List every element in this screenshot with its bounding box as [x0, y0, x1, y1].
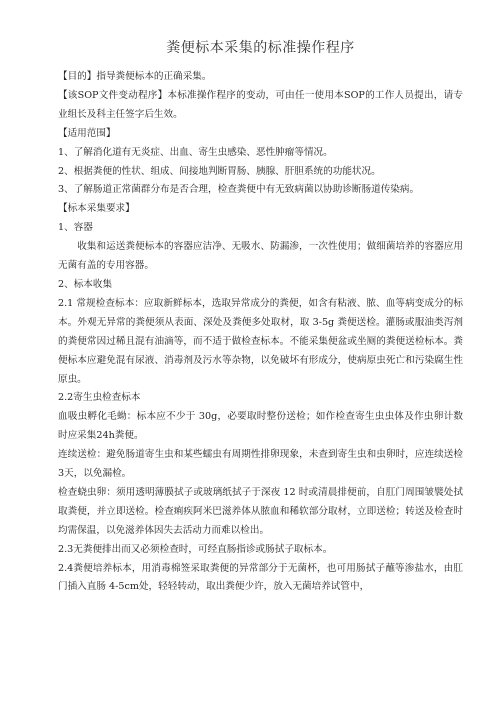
subsection-collection: 2、标本收集	[58, 278, 113, 290]
section-sop-change: 【该SOP文件变动程序】本标准操作程序的变动，可由任一使用本SOP的工作人员提出，请专业组长及科主任签字后生效。	[58, 89, 463, 120]
container-text: 收集和运送粪便标本的容器应洁净、无吸水、防漏渗，一次性使用；做细菌培养的容器应用无菌有盖的专用容器。	[58, 241, 463, 272]
consecutive-text: 连续送检：避免肠道寄生虫和某些蠕虫有周期性排卵现象，未查到寄生虫和虫卵时，应连续送检3天，以免漏检。	[58, 449, 463, 480]
culture-text: 2.4粪便培养标本，用消毒棉签采取粪便的异常部分于无菌杯，也可用肠拭子蘸等渗盐水，由肛门插入直肠 4-5cm处，轻轻转动，取出粪便少许，放入无菌培养试管中，	[58, 562, 463, 593]
section-purpose: 【目的】指导粪便标本的正确采集。	[58, 71, 212, 82]
scope-item-1: 1、了解消化道有无炎症、出血、寄生虫感染、恶性肿瘤等情况。	[58, 146, 333, 158]
scope-item-2: 2、根据粪便的性状、组成、间接地判断胃肠、胰腺、肝胆系统的功能状况。	[58, 165, 381, 177]
document-title: 粪便标本采集的标准操作程序	[166, 40, 355, 56]
pinworm-text: 检查蛲虫卵：须用透明薄膜拭子或玻璃纸拭子于深夜 12 时或清晨排便前，自肛门周围皱襞处拭取粪便，并立即送检。检查痢疾阿米巴滋养体从脓血和稀软部分取材，立即送检；转送及检查时均需保温，以免滋养体因失去活动力而难以检出。	[58, 486, 463, 536]
section-scope-heading: 【适用范围】	[58, 127, 116, 139]
scope-item-3: 3、了解肠道正常菌群分布是否合理，检查粪便中有无致病菌以协助诊断肠道传染病。	[58, 184, 420, 196]
schistosome-text: 血吸虫孵化毛蚴：标本应不少于 30g，必要取时整份送检；如作检查寄生虫虫体及作虫卵计数时应采集24h粪便。	[58, 411, 463, 442]
section-collection-heading: 【标本采集要求】	[58, 203, 135, 215]
parasite-heading: 2.2寄生虫检查标本	[58, 392, 141, 404]
no-stool-text: 2.3无粪便排出而又必须检查时，可经直肠指诊或肠拭子取标本。	[58, 543, 333, 555]
subsection-container: 1、容器	[58, 222, 93, 234]
routine-sample-text: 2.1 常规检查标本：应取新鲜标本，选取异常成分的粪便，如含有粘液、脓、血等病变成分的标本。外观无异常的粪便须从表面、深处及粪便多处取材，取 3-5g 粪便送检。灌肠或服油类泻剂的粪便常因过稀且混有油滴等，而不适于做检查标本。不能采集便盆或坐厕的粪便送检标本。粪便标本应避免混有尿液、消毒剂及污水等杂物，以免破坏有形成分，使病原虫死亡和污染腐生性原虫。	[58, 297, 463, 385]
